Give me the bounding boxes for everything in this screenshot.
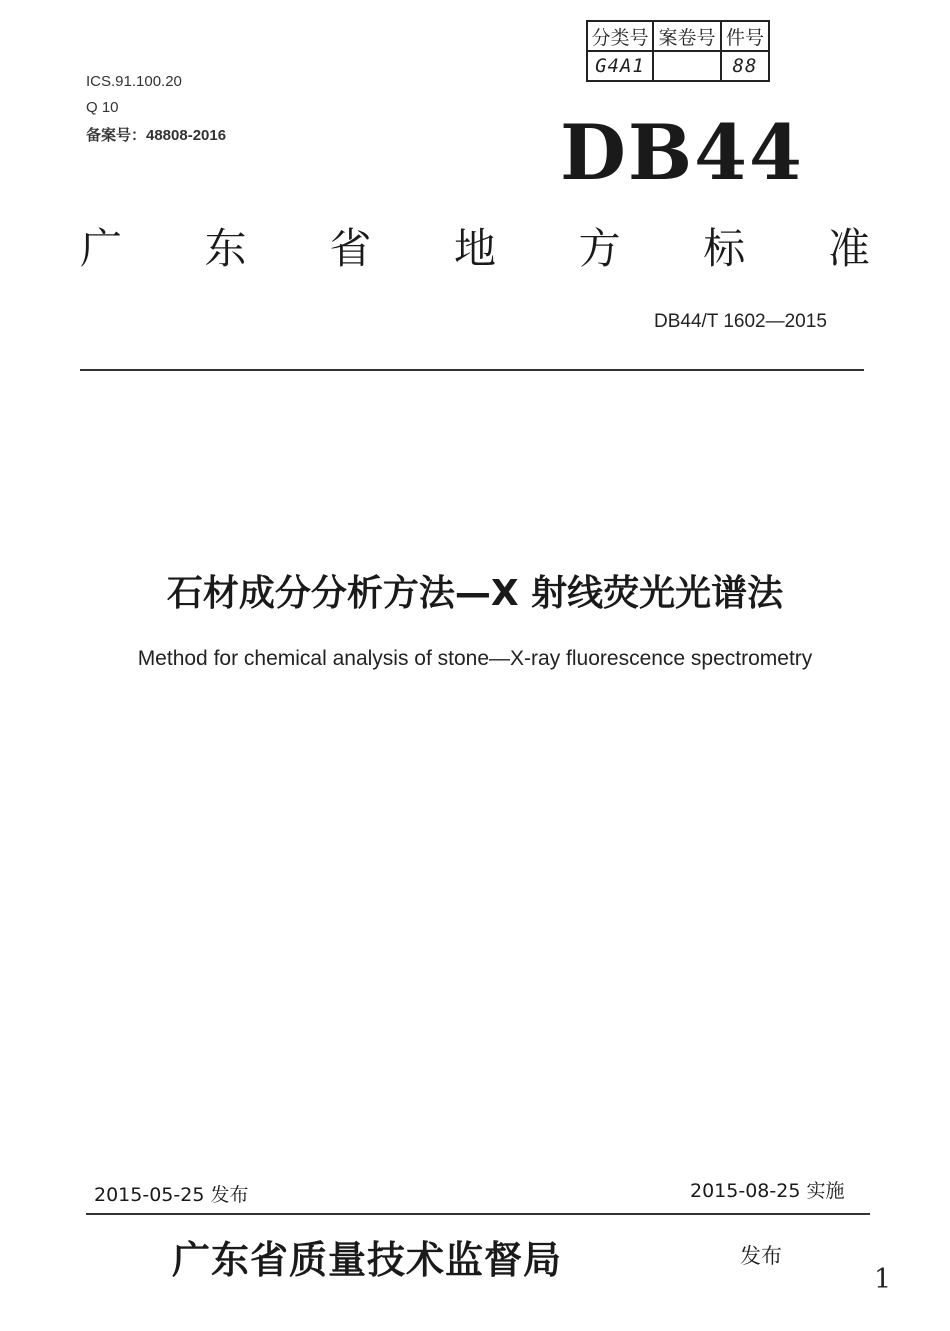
title-chinese: 石材成分分析方法—X 射线荧光光谱法 <box>166 573 784 614</box>
ccs-code: Q 10 <box>86 99 119 116</box>
issue-date: 2015-05-25 发布 <box>94 1184 249 1206</box>
standard-type-heading <box>80 216 870 276</box>
stamp-header-file: 案卷号 <box>653 21 721 51</box>
publisher-name: 广东省质量技术监督局 <box>172 1237 563 1282</box>
header-divider <box>80 369 864 371</box>
page-number: 1 <box>874 1264 892 1295</box>
stamp-value-file <box>653 51 721 81</box>
standard-type-char: 地 <box>453 224 496 273</box>
stamp-value-item: 88 <box>721 51 769 81</box>
archive-stamp-header-row <box>587 21 769 51</box>
standard-type-char: 省 <box>329 224 372 273</box>
publish-label: 发布 <box>740 1244 782 1268</box>
implementation-date: 2015-08-25 实施 <box>690 1180 845 1202</box>
ics-code: ICS.91.100.20 <box>86 73 182 90</box>
standard-type-char: 东 <box>204 224 247 273</box>
stamp-header-item: 件号 <box>721 21 769 51</box>
filing-number: 备案号：48808-2016 <box>86 127 227 144</box>
standard-type-char: 标 <box>703 224 746 273</box>
stamp-value-category: G4A1 <box>587 51 653 81</box>
stamp-header-category: 分类号 <box>587 21 653 51</box>
title-english: Method for chemical analysis of stone—X-ray fluorescence spectrometry <box>137 647 813 670</box>
standard-type-char: 准 <box>827 224 870 273</box>
db-code-heading: DB44 <box>560 108 804 197</box>
standard-type-char: 方 <box>578 224 621 273</box>
footer-divider <box>86 1213 870 1215</box>
archive-stamp-table <box>586 20 770 82</box>
standard-type-char: 广 <box>80 224 123 273</box>
archive-stamp-value-row <box>587 51 769 81</box>
standard-number: DB44/T 1602—2015 <box>654 311 827 332</box>
